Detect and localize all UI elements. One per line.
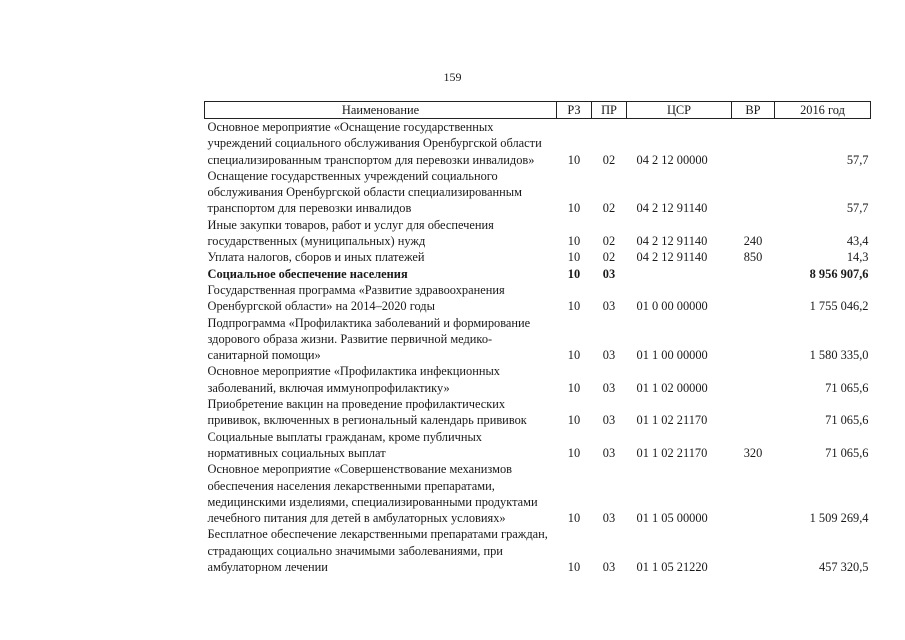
table-row <box>205 396 871 429</box>
header-name: Наименование <box>205 102 557 119</box>
row-csr: 01 1 02 00000 <box>636 380 708 395</box>
row-amount: 1 755 046,2 <box>809 299 869 314</box>
row-amount: 14,3 <box>846 250 869 265</box>
row-rz: 10 <box>567 348 581 363</box>
row-name: Основное мероприятие «Профилактика инфекционных заболеваний, включая иммунопрофилактику» <box>207 364 500 395</box>
row-pr: 03 <box>602 445 616 460</box>
row-pr: 02 <box>602 201 616 216</box>
row-vr <box>732 461 775 526</box>
row-csr: 01 1 05 21220 <box>636 560 708 575</box>
row-name: Социальные выплаты гражданам, кроме публичных нормативных социальных выплат <box>207 429 482 460</box>
row-rz: 10 <box>567 152 581 167</box>
row-amount: 71 065,6 <box>825 445 869 460</box>
row-rz: 10 <box>567 266 581 281</box>
row-name: Бесплатное обеспечение лекарственными препаратами граждан, страдающих социально значимыми заболеваниями, при амбулаторном лечении <box>207 527 548 575</box>
row-rz: 10 <box>567 445 581 460</box>
header-year: 2016 год <box>775 102 871 119</box>
row-csr: 01 1 02 21170 <box>636 413 708 428</box>
row-csr: 01 0 00 00000 <box>636 299 708 314</box>
row-pr: 03 <box>602 413 616 428</box>
header-pr: ПР <box>592 102 627 119</box>
row-rz: 10 <box>567 299 581 314</box>
table-row <box>205 461 871 526</box>
row-rz: 10 <box>567 250 581 265</box>
row-pr: 03 <box>602 560 616 575</box>
table-row <box>205 526 871 575</box>
row-csr: 04 2 12 91140 <box>636 234 708 249</box>
row-vr: 320 <box>743 445 763 460</box>
row-pr: 02 <box>602 152 616 167</box>
row-csr <box>627 266 732 282</box>
row-vr <box>732 119 775 168</box>
row-amount: 8 956 907,6 <box>809 266 869 281</box>
row-amount: 43,4 <box>846 234 869 249</box>
row-csr: 04 2 12 91140 <box>636 250 708 265</box>
page-number: 159 <box>443 70 462 84</box>
row-name: Иные закупки товаров, работ и услуг для обеспечения государственных (муниципальных) нужд <box>207 217 494 249</box>
table-row <box>205 119 871 168</box>
row-csr: 01 1 02 21170 <box>636 445 708 460</box>
row-amount: 1 509 269,4 <box>809 511 869 526</box>
row-name: Основное мероприятие «Оснащение государственных учреждений социального обслуживания Оренбургской области специализированным транспортом для перевозки инвалидов» <box>207 120 542 167</box>
header-csr: ЦСР <box>627 102 732 119</box>
row-amount: 57,7 <box>846 201 869 216</box>
row-name: Основное мероприятие «Совершенствование механизмов обеспечения населения лекарственными препаратами, медицинскими изделиями, специализированными продуктами лечебного питания для детей в амбулаторных условиях» <box>207 462 538 526</box>
row-amount: 71 065,6 <box>825 413 869 428</box>
row-vr <box>732 282 775 315</box>
row-vr <box>732 266 775 282</box>
row-pr: 03 <box>602 380 616 395</box>
row-amount: 57,7 <box>846 152 869 167</box>
row-amount: 457 320,5 <box>818 560 869 575</box>
table-row <box>205 363 871 396</box>
row-vr: 240 <box>743 234 763 249</box>
row-amount: 71 065,6 <box>825 380 869 395</box>
row-pr: 02 <box>602 250 616 265</box>
row-csr: 01 1 00 00000 <box>636 348 708 363</box>
row-vr: 850 <box>743 250 763 265</box>
table-row-section <box>205 266 871 282</box>
table-row <box>205 282 871 315</box>
row-rz: 10 <box>567 201 581 216</box>
row-vr <box>732 168 775 217</box>
row-pr: 03 <box>602 511 616 526</box>
row-vr <box>732 396 775 429</box>
row-csr: 01 1 05 00000 <box>636 511 708 526</box>
table-header-row <box>205 102 871 119</box>
row-pr: 03 <box>602 266 616 281</box>
table-row <box>205 315 871 364</box>
row-name: Социальное обеспечение населения <box>207 266 408 281</box>
row-rz: 10 <box>567 511 581 526</box>
row-rz: 10 <box>567 380 581 395</box>
table-row <box>205 429 871 462</box>
row-csr: 04 2 12 91140 <box>636 201 708 216</box>
row-name: Оснащение государственных учреждений социального обслуживания Оренбургской области специализированным транспортом для перевозки инвалидов <box>207 168 522 216</box>
row-vr <box>732 363 775 396</box>
row-vr <box>732 315 775 364</box>
row-name: Приобретение вакцин на проведение профилактических прививок, включенных в региональный календарь прививок <box>207 397 527 428</box>
row-name: Подпрограмма «Профилактика заболеваний и формирование здорового образа жизни. Развитие первичной медико-санитарной помощи» <box>207 315 531 363</box>
row-vr <box>732 526 775 575</box>
row-pr: 02 <box>602 234 616 249</box>
table-row <box>205 217 871 250</box>
row-csr: 04 2 12 00000 <box>636 152 708 167</box>
row-rz: 10 <box>567 234 581 249</box>
header-vr: ВР <box>732 102 775 119</box>
header-rz: РЗ <box>557 102 592 119</box>
row-rz: 10 <box>567 560 581 575</box>
row-rz: 10 <box>567 413 581 428</box>
row-amount: 1 580 335,0 <box>809 348 869 363</box>
budget-table <box>204 101 871 575</box>
row-name: Государственная программа «Развитие здравоохранения Оренбургской области» на 2014–2020 годы <box>207 282 505 314</box>
row-name: Уплата налогов, сборов и иных платежей <box>207 250 425 265</box>
row-pr: 03 <box>602 348 616 363</box>
table-row <box>205 249 871 265</box>
table-row <box>205 168 871 217</box>
row-pr: 03 <box>602 299 616 314</box>
